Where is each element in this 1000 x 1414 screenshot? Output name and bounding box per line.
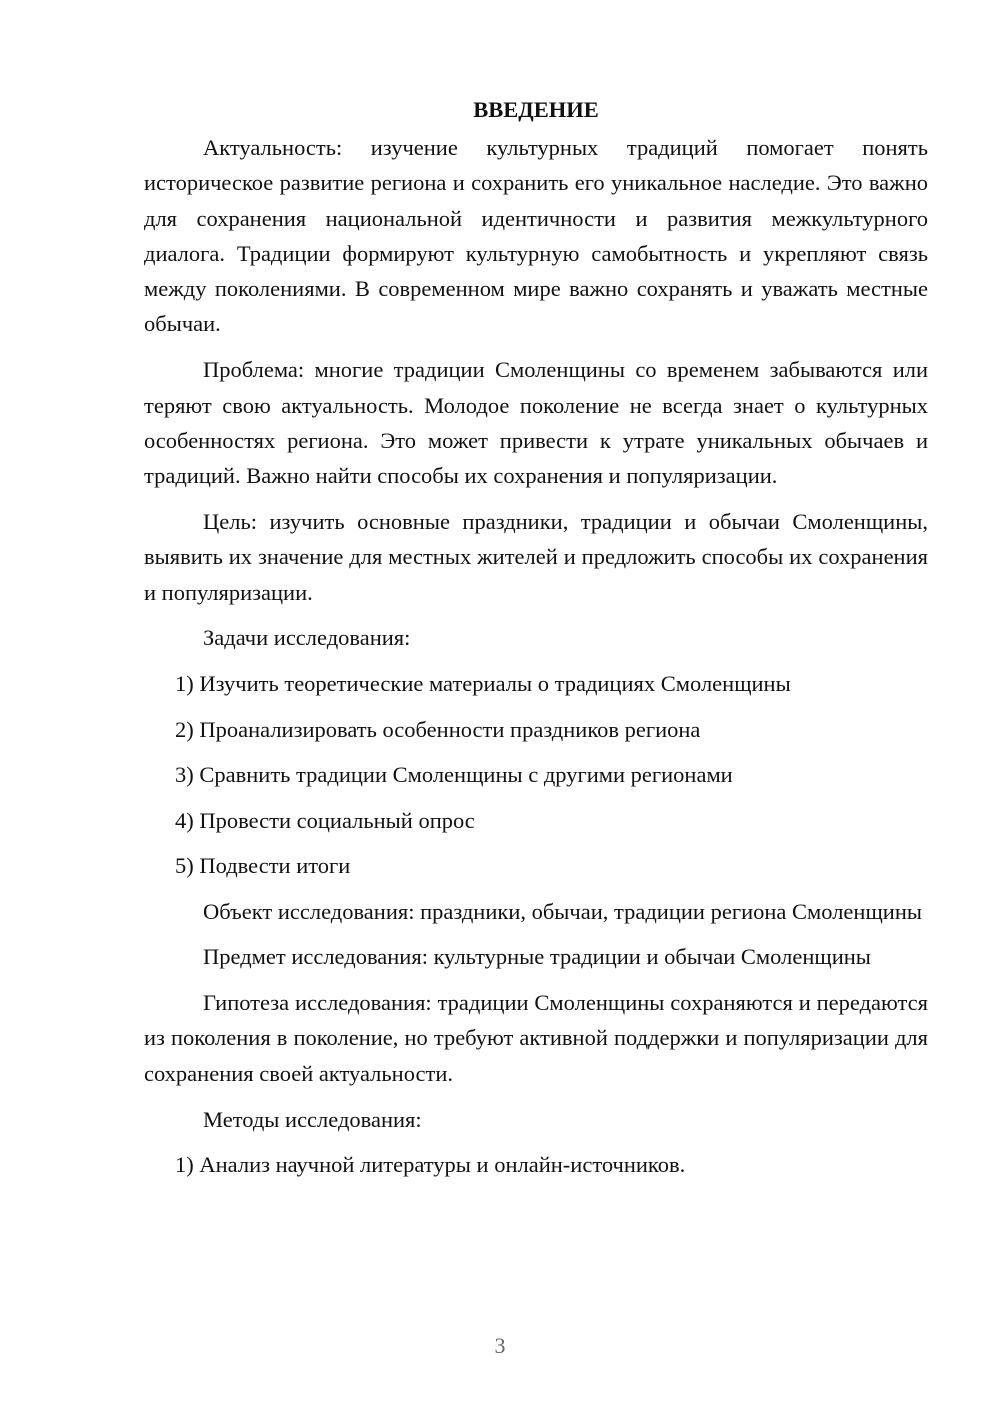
paragraph-problem: Проблема: многие традиции Смоленщины со временем забываются или теряют свою актуальность. Молодое поколение не всегда знает о культурных особенностях региона. Это может привести к утрате уникальных обычаев и традиций. Важно найти способы их сохранения и популяризации. (144, 357, 928, 489)
paragraph-hypothesis: Гипотеза исследования: традиции Смоленщины сохраняются и передаются из поколения в поколение, но требуют активной поддержки и популяризации для сохранения своей актуальности. (144, 990, 928, 1086)
page-number: 3 (494, 1333, 506, 1358)
task-item: 2) Проанализировать особенности праздников региона (175, 716, 701, 742)
task-item: 5) Подвести итоги (175, 853, 351, 879)
task-item: 3) Сравнить традиции Смоленщины с другими регионами (175, 762, 733, 788)
task-item: 4) Провести социальный опрос (175, 807, 475, 833)
document-body (144, 92, 928, 1193)
paragraph-goal: Цель: изучить основные праздники, традиции и обычаи Смоленщины, выявить их значение для местных жителей и предложить способы их сохранения и популяризации. (144, 508, 928, 605)
paragraph-subject: Предмет исследования: культурные традиции и обычаи Смоленщины (203, 944, 871, 970)
section-title: ВВЕДЕНИЕ (473, 97, 599, 122)
paragraph-object: Объект исследования: праздники, обычаи, традиции региона Смоленщины (203, 898, 922, 924)
tasks-heading: Задачи исследования: (203, 625, 411, 651)
methods-heading: Методы исследования: (203, 1106, 422, 1132)
method-item: 1) Анализ научной литературы и онлайн-источников. (175, 1152, 686, 1178)
paragraph-relevance: Актуальность: изучение культурных традиций помогает понять историческое развитие региона и сохранить его уникальное наследие. Это важно для сохранения национальной идентичности и развития межкультурного диалога. Традиции формируют культурную самобытность и укрепляют связь между поколениями. В современном мире важно сохранять и уважать местные обычаи. (144, 135, 928, 337)
task-item: 1) Изучить теоретические материалы о традициях Смоленщины (175, 671, 791, 697)
